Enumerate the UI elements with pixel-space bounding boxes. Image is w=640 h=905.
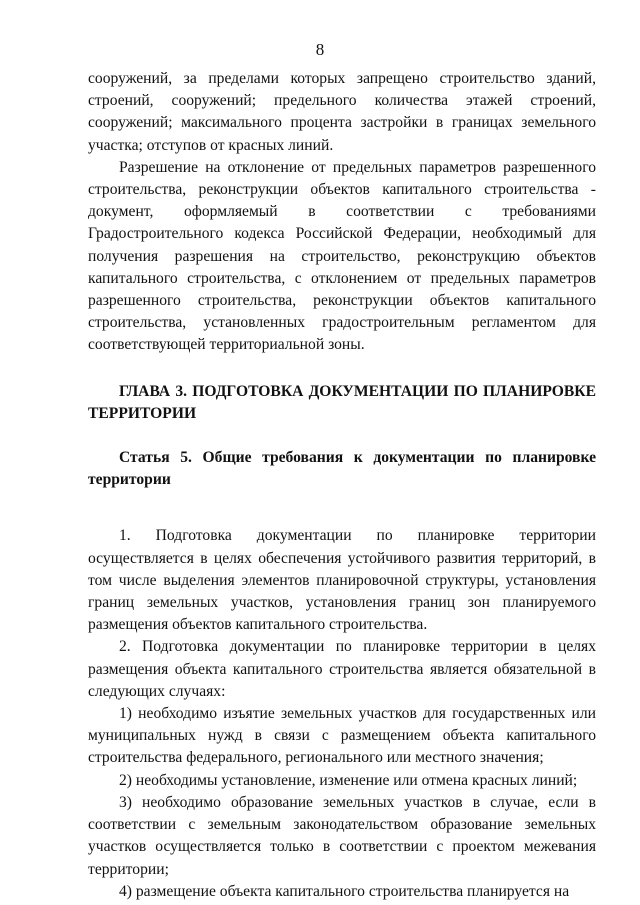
paragraph-continuation: сооружений, за пределами которых запрещено строительство зданий, строений, сооружений; предельного количества этажей строений, сооружений; максимального процента застройки в границах земельного участка; отступов от красных линий. — [88, 70, 596, 154]
list-item: 2) необходимы установление, изменение или отмена красных линий; — [119, 771, 578, 789]
list-item: 3) необходимо образование земельных участков в случае, если в соответствии с земельным законодательством образование земельных участков осуществляется только в соответствии с проектом межевания территории; — [88, 793, 596, 878]
list-item: 2. Подготовка документации по планировке территории в целях размещения объекта капитального строительства является обязательной в следующих случаях: — [88, 638, 596, 700]
list-item: 1. Подготовка документации по планировке территории осуществляется в целях обеспечения устойчивого развития территорий, в том числе выделения элементов планировочной структуры, установления границ земельных участков, установления границ зон планируемого размещения объектов капитального строительства. — [88, 527, 596, 634]
list-item: 1) необходимо изъятие земельных участков для государственных или муниципальных нужд в связи с размещением объекта капитального строительства федерального, регионального или местного значения; — [88, 705, 596, 767]
page-number: 8 — [315, 40, 325, 59]
chapter-heading: ГЛАВА 3. ПОДГОТОВКА ДОКУМЕНТАЦИИ ПО ПЛАНИРОВКЕ ТЕРРИТОРИИ — [88, 382, 596, 422]
article-heading: Статья 5. Общие требования к документации по планировке территории — [88, 449, 596, 489]
paragraph-deviation-permit: Разрешение на отклонение от предельных параметров разрешенного строительства, реконструкции объектов капитального строительства - документ, оформляемый в соответствии с требованиями Градостроительного кодекса Российской Федерации, необходимый для получения разрешения на строительство, реконструкцию объектов капитального строительства, с отклонением от предельных параметров разрешенного строительства, реконструкции объектов капитального строительства, установленных градостроительным регламентом для соответствующей территориальной зоны. — [88, 158, 596, 354]
list-item: 4) размещение объекта капитального строительства планируется на — [119, 882, 570, 900]
page-content — [88, 68, 596, 903]
